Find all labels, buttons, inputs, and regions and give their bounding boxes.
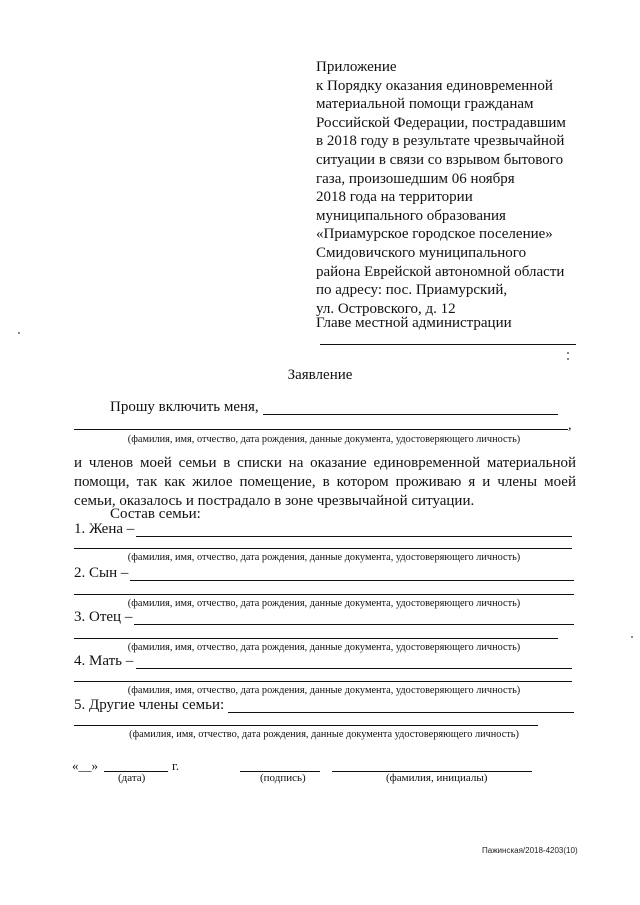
date-prefix: «__» <box>72 758 98 773</box>
name-caption: (фамилия, инициалы) <box>386 772 488 784</box>
addressee-name-field[interactable] <box>320 344 576 345</box>
appendix-line: по адресу: пос. Приамурский, <box>316 282 508 299</box>
appendix-block <box>316 58 616 318</box>
date-caption: (дата) <box>118 772 146 784</box>
appendix-line: газа, произошедшим 06 ноября <box>316 170 515 187</box>
applicant-name-field[interactable] <box>263 414 558 415</box>
member-field-mother-details[interactable] <box>74 681 572 682</box>
member-field-son[interactable] <box>130 580 574 581</box>
scan-artifact <box>18 332 20 334</box>
member-label-others: 5. Другие члены семьи: <box>74 697 225 713</box>
appendix-line: материальной помощи гражданам <box>316 96 534 113</box>
member-field-mother[interactable] <box>136 668 572 669</box>
addressee: Главе местной администрации <box>316 315 512 331</box>
appendix-line: ул. Островского, д. 12 <box>316 300 456 317</box>
body-line: помощи, так как жилое помещение, в котором проживаю я и члены моей <box>74 474 576 490</box>
body-line: семьи, оказалось и пострадало в зоне чрезвычайной ситуации. <box>74 493 475 509</box>
member-label-son: 2. Сын – <box>74 565 129 581</box>
member-field-others[interactable] <box>228 712 574 713</box>
document-footer-code: Пажинская/2018-4203(10) <box>482 846 578 855</box>
request-comma: , <box>568 418 572 433</box>
appendix-line: Смидовичского муниципального <box>316 244 527 261</box>
appendix-line: Российской Федерации, пострадавшим <box>316 114 566 131</box>
appendix-line: 2018 года на территории <box>316 189 473 206</box>
appendix-line: Приложение <box>316 59 397 75</box>
member-label-mother: 4. Мать – <box>74 653 134 669</box>
member-field-father[interactable] <box>134 624 574 625</box>
applicant-details-field[interactable] <box>74 429 568 430</box>
request-body <box>74 454 576 511</box>
appendix-line: в 2018 году в результате чрезвычайной <box>316 133 565 150</box>
member-caption: (фамилия, имя, отчество, дата рождения, данные документа, удостоверяющего личность) <box>127 598 521 609</box>
member-field-others-details[interactable] <box>74 725 538 726</box>
scan-artifact <box>567 358 569 360</box>
appendix-line: «Приамурское городское поселение» <box>316 226 553 243</box>
body-line: и членов моей семьи в списки на оказание единовременной материальной <box>74 455 576 471</box>
applicant-caption: (фамилия, имя, отчество, дата рождения, данные документа, удостоверяющего личность) <box>127 434 521 445</box>
member-caption: (фамилия, имя, отчество, дата рождения, данные документа, удостоверяющего личность) <box>127 685 521 696</box>
member-field-wife-details[interactable] <box>74 548 572 549</box>
appendix-line: муниципального образования <box>316 207 506 224</box>
scan-artifact <box>631 636 633 638</box>
member-label-father: 3. Отец – <box>74 609 133 625</box>
member-caption: (фамилия, имя, отчество, дата рождения, данные документа, удостоверяющего личность) <box>127 642 521 653</box>
appendix-line: ситуации в связи со взрывом бытового <box>316 151 564 168</box>
member-field-son-details[interactable] <box>74 594 574 595</box>
year-suffix: г. <box>172 758 180 773</box>
appendix-line: к Порядку оказания единовременной <box>316 77 553 94</box>
scan-artifact <box>567 352 569 354</box>
member-caption: (фамилия, имя, отчество, дата рождения, данные документа удостоверяющего личность) <box>129 729 519 740</box>
signature-caption: (подпись) <box>260 772 306 784</box>
member-caption: (фамилия, имя, отчество, дата рождения, данные документа, удостоверяющего личность) <box>127 552 521 563</box>
member-label-wife: 1. Жена – <box>74 521 135 537</box>
member-field-wife[interactable] <box>136 536 572 537</box>
page-title: Заявление <box>287 367 353 383</box>
family-heading: Состав семьи: <box>110 506 201 522</box>
request-label: Прошу включить меня, <box>110 399 259 415</box>
member-field-father-details[interactable] <box>74 638 558 639</box>
appendix-line: района Еврейской автономной области <box>316 263 565 280</box>
